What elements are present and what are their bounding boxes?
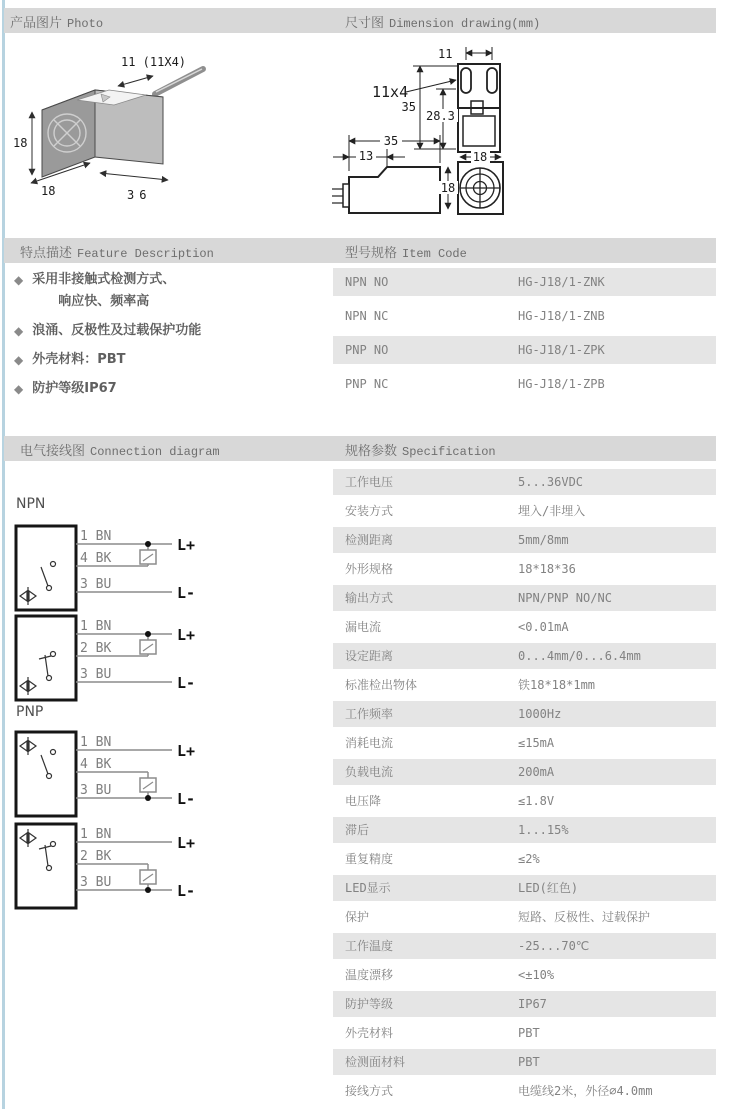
wire-label-bu: 3 BU <box>80 875 112 890</box>
spec-row <box>333 672 716 698</box>
dim-end-height: 18 <box>440 181 456 195</box>
spec-row <box>333 875 716 901</box>
item-code-row <box>333 302 716 330</box>
cable-gland <box>343 184 349 207</box>
wiring-diagram-npn-nc <box>12 604 212 704</box>
sensor-box <box>16 732 76 816</box>
junction-dot <box>145 541 151 547</box>
feature-item <box>14 321 319 341</box>
switch-contact-nc <box>39 652 56 681</box>
proximity-sensor-icon <box>20 587 36 605</box>
dimension-section-title <box>345 12 540 31</box>
spec-label-cell: 接线方式 <box>345 1084 394 1098</box>
diamond-bullet-icon: ◆ <box>14 324 24 338</box>
spec-row <box>333 991 716 1017</box>
photo-dim-length: 36 <box>127 188 152 202</box>
l-plus-label: L+ <box>177 834 196 852</box>
spec-label-cell: 重复精度 <box>345 852 394 866</box>
spec-row <box>333 527 716 553</box>
spec-row <box>333 759 716 785</box>
item-code-row <box>333 370 716 398</box>
feature-text <box>32 270 175 312</box>
feature-line-1: 防护等级IP67 <box>32 381 117 396</box>
feature-text <box>32 379 116 399</box>
spec-row <box>333 585 716 611</box>
spec-row <box>333 469 716 495</box>
item-code-cell: HG-J18/1-ZNK <box>518 275 605 289</box>
junction-dot <box>145 887 151 893</box>
spec-value-cell: 1000Hz <box>518 707 562 721</box>
photo-title-en: Photo <box>67 17 104 31</box>
end-view-target <box>460 168 500 208</box>
spec-row <box>333 817 716 843</box>
spec-value-cell: <±10% <box>518 968 555 982</box>
spec-value-cell: 18*18*36 <box>518 562 576 576</box>
specification-table <box>333 469 716 1107</box>
spec-label-cell: 工作温度 <box>345 939 394 953</box>
connection-title-en: Connection diagram <box>90 445 220 459</box>
spec-label-cell: 温度漂移 <box>345 968 394 982</box>
front-view <box>458 64 500 152</box>
spec-row <box>333 846 716 872</box>
specification-title-zh: 规格参数 <box>345 444 398 459</box>
spec-value-cell: PBT <box>518 1026 540 1040</box>
spec-label-cell: LED显示 <box>345 881 391 895</box>
cable-wires <box>332 189 343 203</box>
wire-label-bk: 4 BK <box>80 551 112 566</box>
output-type-cell: NPN NO <box>345 275 389 289</box>
sensor-box <box>16 526 76 610</box>
spec-value-cell: 铁18*18*1mm <box>518 678 596 692</box>
l-plus-label: L+ <box>177 742 196 760</box>
spec-row <box>333 614 716 640</box>
connection-title-zh: 电气接线图 <box>20 444 86 459</box>
dim-end-width: 18 <box>472 150 488 164</box>
proximity-sensor-icon <box>20 829 36 847</box>
feature-title-en: Feature Description <box>77 247 214 261</box>
dim-line-length <box>100 173 168 180</box>
l-minus-label: L- <box>177 674 196 692</box>
output-type-cell: PNP NO <box>345 343 389 357</box>
spec-label-cell: 工作频率 <box>345 707 394 721</box>
wire-label-bu: 3 BU <box>80 783 112 798</box>
spec-label-cell: 工作电压 <box>345 475 394 489</box>
spec-label-cell: 外形规格 <box>345 562 394 576</box>
spec-row <box>333 701 716 727</box>
feature-list <box>14 270 319 408</box>
feature-line-1: 外壳材料：PBT <box>32 352 126 367</box>
cable-highlight <box>156 69 202 92</box>
spec-label-cell: 设定距离 <box>345 649 394 663</box>
spec-value-cell: <0.01mA <box>518 620 569 634</box>
item-code-title-en: Item Code <box>402 247 467 261</box>
side-view-outline <box>349 167 440 213</box>
wire-label-bu: 3 BU <box>80 667 112 682</box>
wire-label-bk: 2 BK <box>80 849 112 864</box>
spec-row <box>333 1078 716 1104</box>
dim-front-width: 11 <box>438 47 453 61</box>
l-plus-label: L+ <box>177 536 196 554</box>
l-minus-label: L- <box>177 790 196 808</box>
switch-contact-no <box>41 750 56 779</box>
feature-line-2: 响应快、频率高 <box>58 294 150 309</box>
junction-dot <box>145 795 151 801</box>
spec-label-cell: 电压降 <box>345 794 382 808</box>
spec-label-cell: 输出方式 <box>345 591 394 605</box>
proximity-sensor-icon <box>20 677 36 695</box>
dim-height-total: 35 <box>401 100 416 114</box>
spec-label-cell: 检测距离 <box>345 533 394 547</box>
wire-label-bn: 1 BN <box>80 529 112 544</box>
output-type-cell: PNP NC <box>345 377 389 391</box>
spec-value-cell: 埋入/非埋入 <box>518 504 586 518</box>
connection-section-title <box>20 440 220 459</box>
spec-label-cell: 负载电流 <box>345 765 394 779</box>
wire-label-bk: 4 BK <box>80 757 112 772</box>
photo-dim-top: 11 (11X4) <box>121 55 187 69</box>
product-photo-drawing <box>5 42 255 237</box>
spec-label-cell: 安装方式 <box>345 504 394 518</box>
sensor-box <box>16 824 76 908</box>
wire-label-bu: 3 BU <box>80 577 112 592</box>
photo-section-title <box>10 12 103 31</box>
item-code-cell: HG-J18/1-ZPB <box>518 377 605 391</box>
dimension-title-zh: 尺寸图 <box>345 16 385 31</box>
item-code-row <box>333 268 716 296</box>
spec-row <box>333 498 716 524</box>
wiring-diagram-npn-no <box>12 514 212 614</box>
spec-value-cell: 5mm/8mm <box>518 533 569 547</box>
pnp-group-label: PNP <box>16 704 44 720</box>
sensing-face-target <box>48 114 86 152</box>
spec-value-cell: ≤2% <box>518 852 540 866</box>
item-code-table <box>333 268 716 404</box>
specification-section-title <box>345 440 496 459</box>
spec-value-cell: 1...15% <box>518 823 569 837</box>
spec-row <box>333 1020 716 1046</box>
specification-title-en: Specification <box>402 445 496 459</box>
wiring-diagram-pnp-no <box>12 720 212 820</box>
diamond-bullet-icon: ◆ <box>14 382 24 396</box>
npn-group-label: NPN <box>16 496 46 512</box>
spec-label-cell: 检测面材料 <box>345 1055 406 1069</box>
section-header-bar-2 <box>4 238 716 263</box>
spec-value-cell: 5...36VDC <box>518 475 584 489</box>
dim-slot-label: 11x4 <box>372 83 409 101</box>
photo-title-zh: 产品图片 <box>10 16 63 31</box>
spec-value-cell: NPN/PNP NO/NC <box>518 591 612 605</box>
spec-label-cell: 防护等级 <box>345 997 394 1011</box>
spec-label-cell: 标准检出物体 <box>345 678 418 692</box>
wiring-diagram-pnp-nc <box>12 812 212 912</box>
spec-row <box>333 730 716 756</box>
photo-dim-width: 18 <box>41 184 56 198</box>
spec-row <box>333 788 716 814</box>
switch-contact-nc <box>39 842 56 871</box>
dim-side-offset: 13 <box>358 149 374 163</box>
spec-value-cell: ≤1.8V <box>518 794 555 808</box>
feature-section-title <box>20 242 214 261</box>
spec-value-cell: IP67 <box>518 997 547 1011</box>
spec-value-cell: ≤15mA <box>518 736 555 750</box>
feature-item <box>14 350 319 370</box>
switch-contact-no <box>41 562 56 591</box>
item-code-row <box>333 336 716 364</box>
wire-label-bk: 2 BK <box>80 641 112 656</box>
spec-row <box>333 962 716 988</box>
l-minus-label: L- <box>177 584 196 602</box>
dim-height-body: 28.3 <box>426 109 455 123</box>
feature-line-1: 浪涌、反极性及过载保护功能 <box>32 323 202 338</box>
junction-dot <box>145 631 151 637</box>
spec-label-cell: 外壳材料 <box>345 1026 394 1040</box>
spec-value-cell: 200mA <box>518 765 555 779</box>
spec-value-cell: 短路、反极性、过载保护 <box>518 910 651 924</box>
wire-label-bn: 1 BN <box>80 619 112 634</box>
dimension-title-en: Dimension drawing(mm) <box>389 17 541 31</box>
dim-side-length: 35 <box>383 134 399 148</box>
item-code-cell: HG-J18/1-ZNB <box>518 309 605 323</box>
wire-label-bn: 1 BN <box>80 827 112 842</box>
spec-value-cell: 电缆线2米，外径∅4.0mm <box>518 1084 653 1098</box>
l-minus-label: L- <box>177 882 196 900</box>
spec-row <box>333 904 716 930</box>
feature-item <box>14 379 319 399</box>
l-plus-label: L+ <box>177 626 196 644</box>
dimension-drawing <box>330 45 525 225</box>
spec-row <box>333 643 716 669</box>
spec-value-cell: PBT <box>518 1055 540 1069</box>
feature-title-zh: 特点描述 <box>20 246 73 261</box>
spec-value-cell: 0...4mm/0...6.4mm <box>518 649 641 663</box>
feature-text <box>32 350 125 370</box>
section-header-bar-1 <box>4 8 716 33</box>
item-code-section-title <box>345 242 467 261</box>
spec-label-cell: 保护 <box>345 910 370 924</box>
diamond-bullet-icon: ◆ <box>14 353 24 367</box>
section-header-bar-3 <box>4 436 716 461</box>
spec-label-cell: 漏电流 <box>345 620 382 634</box>
output-type-cell: NPN NC <box>345 309 389 323</box>
spec-row <box>333 1049 716 1075</box>
spec-label-cell: 消耗电流 <box>345 736 394 750</box>
item-code-title-zh: 型号规格 <box>345 246 398 261</box>
leader-line-slot <box>406 80 456 92</box>
item-code-cell: HG-J18/1-ZPK <box>518 343 605 357</box>
spec-row <box>333 556 716 582</box>
proximity-sensor-icon <box>20 737 36 755</box>
dim-line-slot <box>118 76 153 86</box>
photo-dim-height: 18 <box>13 136 28 150</box>
feature-text <box>32 321 201 341</box>
spec-value-cell: -25...70℃ <box>518 939 590 953</box>
spec-label-cell: 滞后 <box>345 823 370 837</box>
spec-value-cell: LED(红色) <box>518 881 579 895</box>
wire-label-bn: 1 BN <box>80 735 112 750</box>
feature-line-1: 采用非接触式检测方式、 <box>32 272 176 287</box>
feature-item <box>14 270 319 312</box>
diamond-bullet-icon: ◆ <box>14 273 24 287</box>
spec-row <box>333 933 716 959</box>
